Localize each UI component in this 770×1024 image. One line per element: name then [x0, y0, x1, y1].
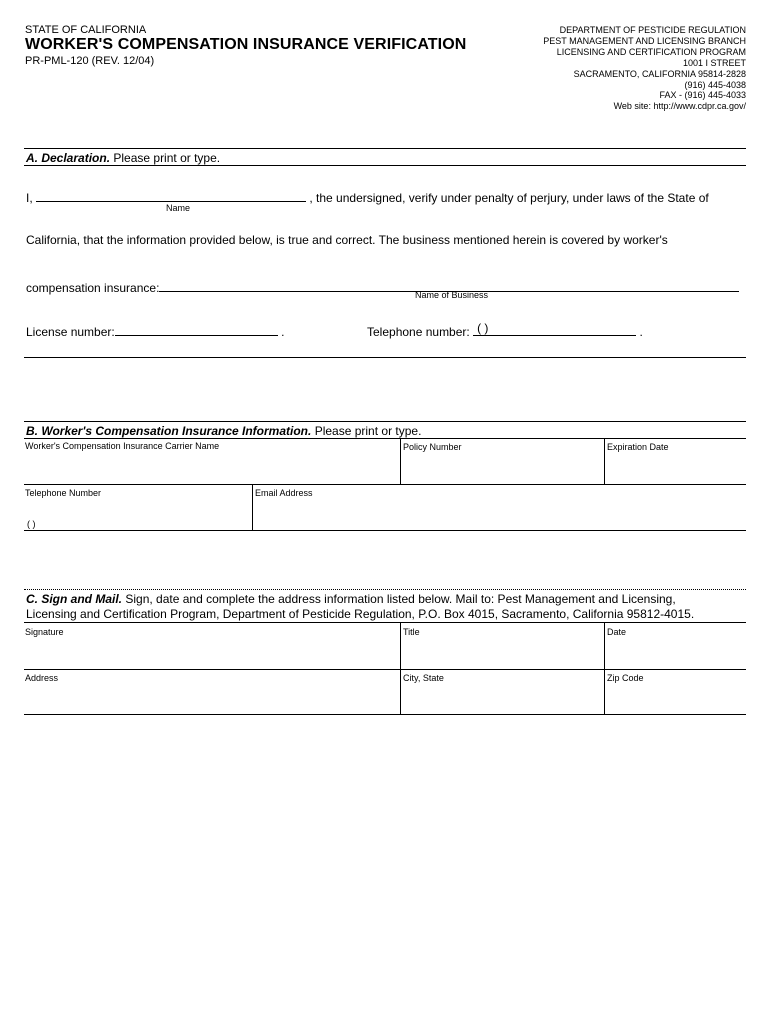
address-label: Address [25, 673, 59, 683]
carrier-name-label: Worker's Compensation Insurance Carrier Name [25, 441, 220, 451]
agency-line: PEST MANAGEMENT AND LICENSING BRANCH [543, 35, 746, 46]
telephone-number-field[interactable] [473, 322, 636, 336]
form-title: WORKER'S COMPENSATION INSURANCE VERIFICATION [25, 36, 467, 53]
policy-number-label: Policy Number [403, 442, 462, 452]
agency-line: LICENSING AND CERTIFICATION PROGRAM [556, 46, 746, 57]
name-caption: Name [166, 203, 191, 213]
section-b-title [26, 424, 421, 438]
license-row [26, 322, 284, 339]
expiration-date-label: Expiration Date [607, 442, 669, 452]
declaration-i: I, [26, 191, 33, 205]
section-c-title-line-2: Licensing and Certification Program, Department of Pesticide Regulation, P.O. Box 4015, Sacramento, California 95812-4015. [26, 607, 695, 621]
section-c-title-rule [24, 622, 746, 623]
agency-line: Web site: http://www.cdpr.ca.gov/ [613, 101, 746, 112]
agency-line: SACRAMENTO, CALIFORNIA 95814-2828 [573, 68, 746, 79]
agency-line: DEPARTMENT OF PESTICIDE REGULATION [559, 25, 746, 35]
license-number-field[interactable] [115, 322, 278, 336]
agency-line: FAX - (916) 445-4033 [659, 90, 746, 101]
declaration-text-3: compensation insurance: [26, 281, 160, 295]
section-c-top-rule [24, 589, 746, 590]
section-b-instruction: Please print or type. [311, 424, 422, 438]
b-divider [604, 438, 605, 485]
section-b-title-rule [24, 438, 746, 439]
agency-line: (916) 445-4038 [684, 79, 746, 90]
section-c-row-rule [24, 669, 746, 670]
telephone-period: . [639, 325, 643, 339]
telephone-area-parens: ( ) [477, 321, 489, 335]
zip-code-label: Zip Code [607, 673, 644, 683]
section-b-heading: B. Worker's Compensation Insurance Information. [26, 424, 312, 438]
section-a-instruction: Please print or type. [110, 151, 221, 165]
section-a-top-rule [24, 148, 746, 149]
section-a-heading: A. Declaration. [26, 151, 111, 165]
license-label: License number: [26, 325, 115, 339]
declaration-line-1 [26, 188, 709, 205]
b-divider [252, 485, 253, 531]
carrier-telephone-label: Telephone Number [25, 488, 102, 498]
declaration-text-1: , the undersigned, verify under penalty of perjury, under laws of the State of [309, 191, 709, 205]
section-a-title-rule [24, 165, 746, 166]
section-a-bottom-rule [24, 357, 746, 358]
section-c-instruction: Sign, date and complete the address information listed below. Mail to: Pest Management and Licensing, [122, 592, 676, 606]
business-name-caption: Name of Business [415, 290, 489, 300]
license-period: . [281, 325, 285, 339]
date-label: Date [607, 627, 627, 637]
section-c-title-line-1 [26, 592, 676, 606]
section-c-heading: C. Sign and Mail. [26, 592, 123, 606]
carrier-telephone-parens: ( ) [27, 519, 36, 529]
section-a-title [26, 151, 220, 165]
section-b-row-rule [24, 484, 746, 485]
declaration-line-2: California, that the information provided below, is true and correct. The business mentioned herein is covered by worker's [26, 233, 668, 247]
declarant-name-field[interactable] [36, 188, 306, 202]
state-label: STATE OF CALIFORNIA [25, 24, 147, 36]
telephone-row [367, 322, 643, 339]
b-divider [400, 438, 401, 485]
agency-line: 1001 I STREET [682, 57, 746, 68]
email-address-label: Email Address [255, 488, 313, 498]
section-b-bottom-rule [24, 530, 746, 531]
section-b-top-rule [24, 421, 746, 422]
title-label: Title [403, 627, 420, 637]
agency-address-block [446, 25, 746, 112]
signature-label: Signature [25, 627, 64, 637]
telephone-label: Telephone number: [367, 325, 470, 339]
declaration-line-3 [26, 278, 739, 295]
form-number: PR-PML-120 (REV. 12/04) [25, 55, 155, 67]
section-c-bottom-rule [24, 714, 746, 715]
city-state-label: City, State [403, 673, 444, 683]
